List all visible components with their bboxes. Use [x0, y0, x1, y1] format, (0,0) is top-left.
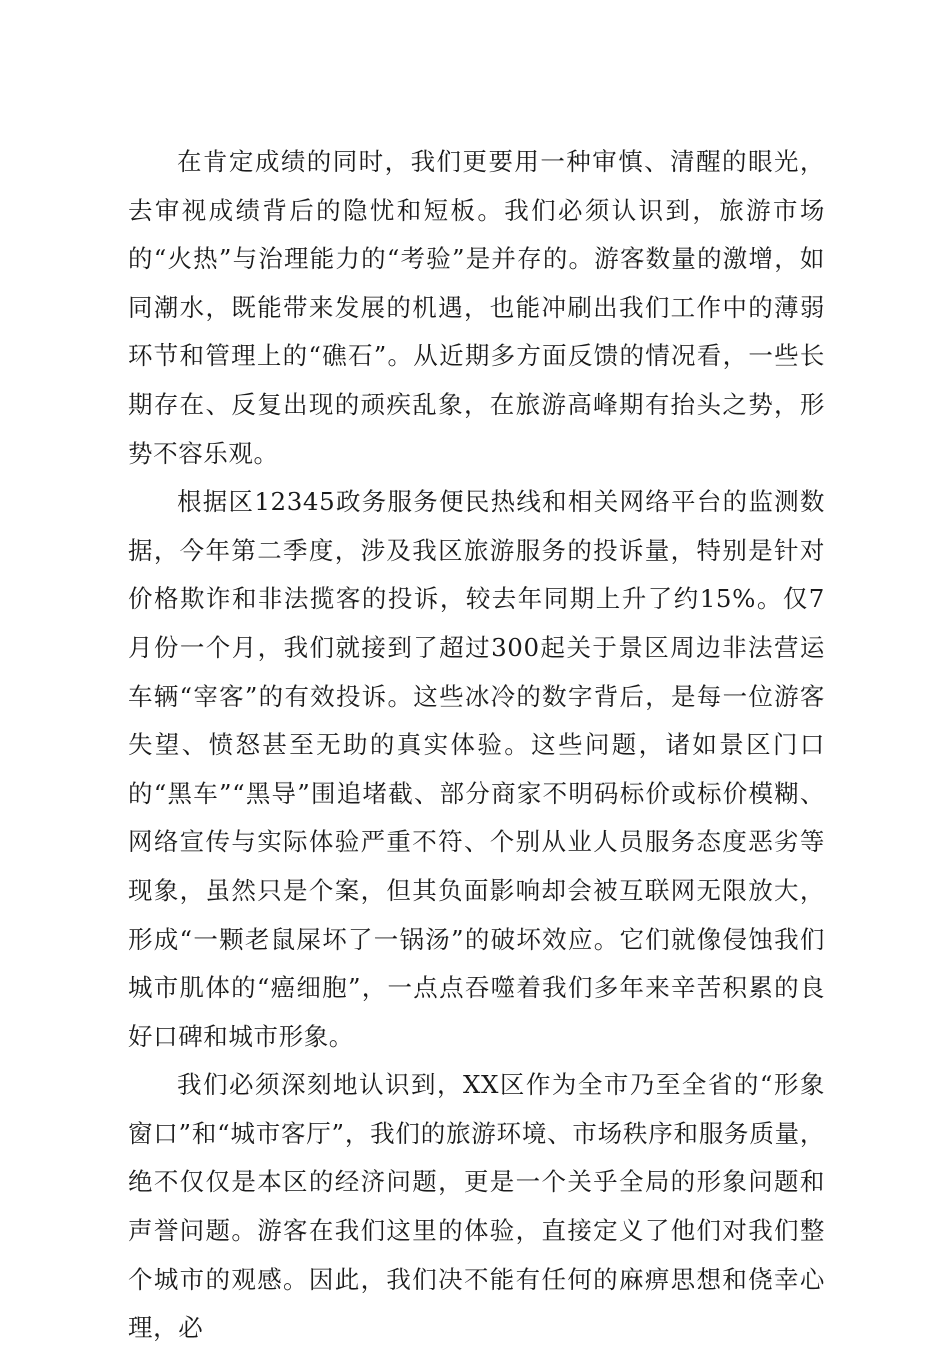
paragraph-2: 根据区12345政务服务便民热线和相关网络平台的监测数据，今年第二季度，涉及我区旅游服务的投诉量，特别是针对价格欺诈和非法揽客的投诉，较去年同期上升了约15%。仅7月份一个月，我们就接到了超过300起关于景区周边非法营运车辆“宰客”的有效投诉。这些冰冷的数字背后，是每一位游客失望、愤怒甚至无助的真实体验。这些问题，诸如景区门口的“黑车”“黑导”围追堵截、部分商家不明码标价或标价模糊、网络宣传与实际体验严重不符、个别从业人员服务态度恶劣等现象，虽然只是个案，但其负面影响却会被互联网无限放大，形成“一颗老鼠屎坏了一锅汤”的破坏效应。它们就像侵蚀我们城市肌体的“癌细胞”，一点点吞噬着我们多年来辛苦积累的良好口碑和城市形象。 [128, 487, 825, 1051]
paragraph-1: 在肯定成绩的同时，我们更要用一种审慎、清醒的眼光，去审视成绩背后的隐忧和短板。我们必须认识到，旅游市场的“火热”与治理能力的“考验”是并存的。游客数量的激增，如同潮水，既能带来发展的机遇，也能冲刷出我们工作中的薄弱环节和管理上的“礁石”。从近期多方面反馈的情况看，一些长期存在、反复出现的顽疾乱象，在旅游高峰期有抬头之势，形势不容乐观。 [128, 147, 825, 468]
document-body [128, 138, 825, 1353]
paragraph-3: 我们必须深刻地认识到，XX区作为全市乃至全省的“形象窗口”和“城市客厅”，我们的旅游环境、市场秩序和服务质量，绝不仅仅是本区的经济问题，更是一个关乎全局的形象问题和声誉问题。游客在我们这里的体验，直接定义了他们对我们整个城市的观感。因此，我们决不能有任何的麻痹思想和侥幸心理，必 [128, 1070, 825, 1343]
